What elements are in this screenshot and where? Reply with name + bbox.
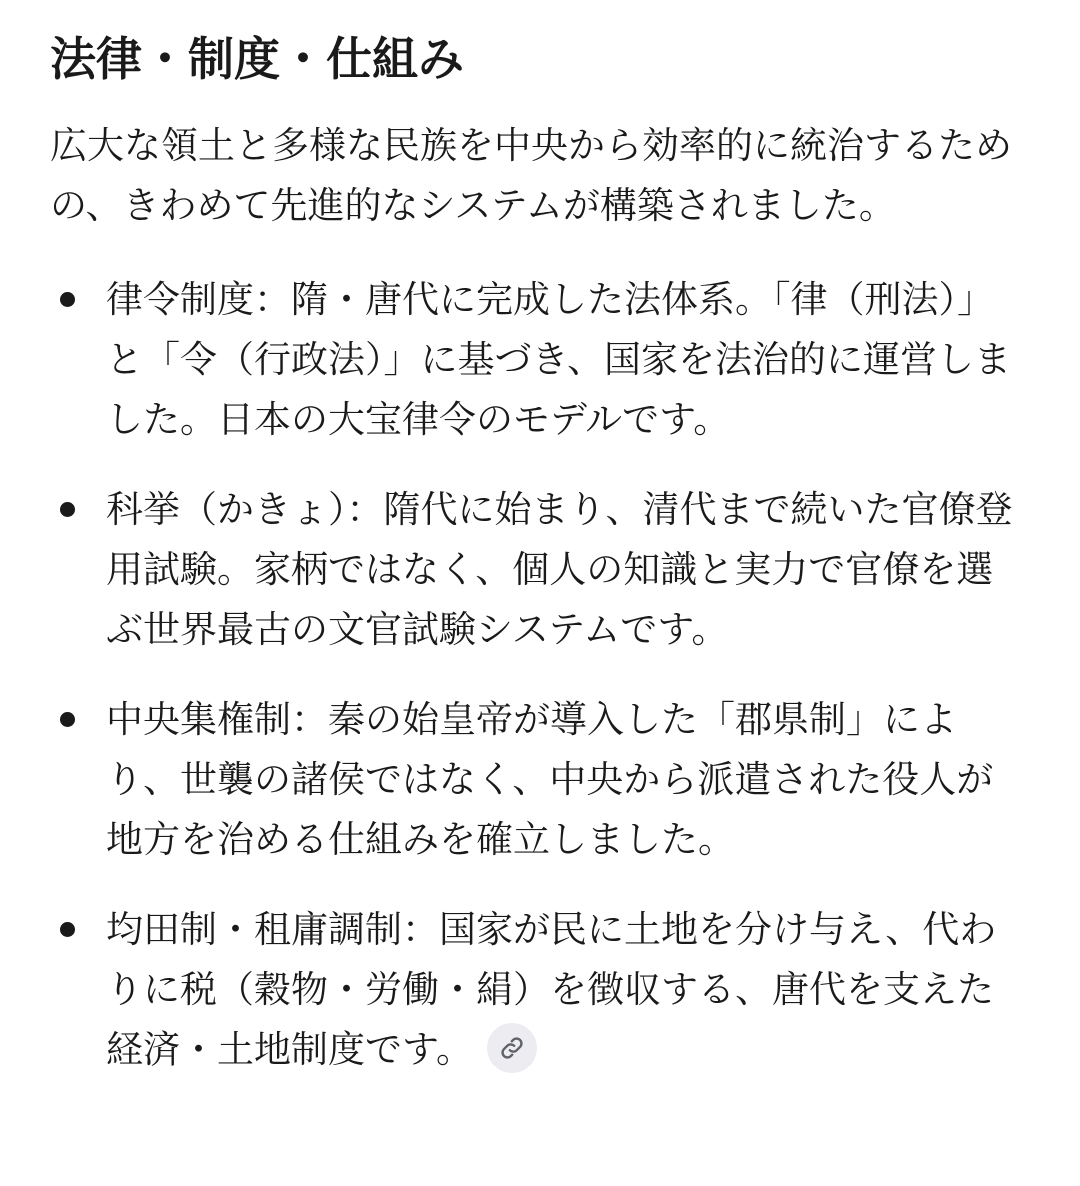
list-item-text: 中央集権制：秦の始皇帝が導入した「郡県制」により、世襲の諸侯ではなく、中央から派遣された役人が地方を治める仕組みを確立しました。 xyxy=(106,698,994,861)
list-item xyxy=(50,270,1026,450)
bullet-list xyxy=(50,270,1040,1080)
bullet-dot xyxy=(60,712,75,727)
bullet-dot xyxy=(60,502,75,517)
list-item xyxy=(50,480,1026,660)
intro-paragraph: 広大な領土と多様な民族を中央から効率的に統治するための、きわめて先進的なシステムが構築されました。 xyxy=(50,124,1012,227)
section-heading: 法律・制度・仕組み xyxy=(50,32,464,86)
source-link-button[interactable] xyxy=(487,1023,537,1073)
list-item-text: 均田制・租庸調制：国家が民に土地を分け与え、代わりに税（穀物・労働・絹）を徴収する、唐代を支えた経済・土地制度です。 xyxy=(106,908,997,1071)
bullet-dot xyxy=(60,922,75,937)
bullet-dot xyxy=(60,292,75,307)
list-item xyxy=(50,900,1026,1080)
list-item xyxy=(50,690,1026,870)
list-item-text: 律令制度：隋・唐代に完成した法体系。「律（刑法）」と「令（行政法）」に基づき、国家を法治的に運営しました。日本の大宝律令のモデルです。 xyxy=(106,278,1012,441)
list-item-text: 科挙（かきょ）：隋代に始まり、清代まで続いた官僚登用試験。家柄ではなく、個人の知識と実力で官僚を選ぶ世界最古の文官試験システムです。 xyxy=(106,488,1013,651)
link-icon xyxy=(499,1035,525,1061)
